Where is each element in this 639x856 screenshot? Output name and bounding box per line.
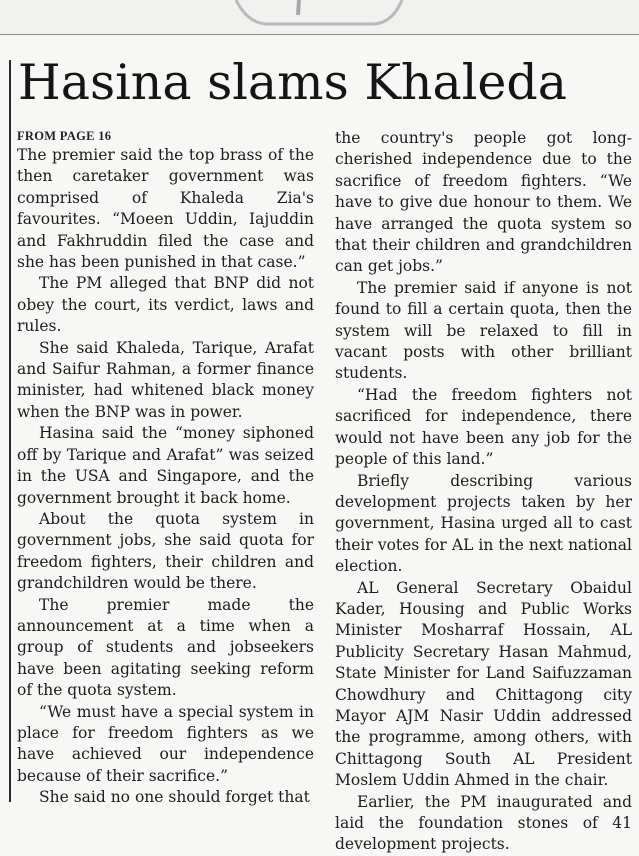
paragraph: Hasina said the “money siphoned off by Tarique and Arafat” was seized in the USA and Singapore, and the government brought it back home. — [17, 424, 314, 507]
column-left — [17, 128, 314, 809]
decorative-arc-graphic — [0, 0, 639, 34]
paragraph: The PM alleged that BNP did not obey the court, its verdict, laws and rules. — [17, 274, 314, 336]
paragraph: About the quota system in government jobs, she said quota for freedom fighters, their children and grandchildren would be there. — [17, 509, 314, 593]
paragraph: “Had the freedom fighters not sacrificed for independence, there would not have been any job for the people of this land.” — [335, 385, 632, 469]
paragraph: She said Khaleda, Tarique, Arafat and Saifur Rahman, a former finance minister, had whitened black money when the BNP was in power. — [17, 338, 314, 421]
paragraph: AL General Secretary Obaidul Kader, Housing and Public Works Minister Mosharraf Hossain, AL Publicity Secretary Hasan Mahmud, State Minister for Land Saifuzzaman Chowdhury and Chittagong city Mayor AJM Nasir Uddin addressed the programme, among others, with Chittagong South AL President Moslem Uddin Ahmed in the chair. — [335, 578, 632, 790]
paragraph: The premier said the top brass of the then caretaker government was comprised of Khaleda Zia's favourites. “Moeen Uddin, Iajuddin and Fakhruddin filed the case and she has been punished in that case.” — [17, 146, 314, 272]
from-page-label: FROM PAGE 16 — [17, 129, 112, 143]
paragraph: Earlier, the PM inaugurated and laid the foundation stones of 41 development projects. — [335, 792, 632, 854]
left-column-rule — [9, 60, 11, 802]
paragraph: She said no one should forget that — [39, 788, 310, 807]
paragraph: “We must have a special system in place for freedom fighters as we have achieved our independence because of their sacrifice.” — [17, 702, 314, 785]
headline: Hasina slams Khaleda — [18, 54, 567, 111]
previous-article-strip — [0, 0, 639, 34]
paragraph: The premier said if anyone is not found to fill a certain quota, then the system will be relaxed to fill in vacant posts with other brilliant students. — [335, 278, 632, 383]
paragraph: Briefly describing various development projects taken by her government, Hasina urged all to cast their votes for AL in the next national election. — [335, 471, 632, 576]
column-right — [335, 128, 632, 856]
paragraph: The premier made the announcement at a time when a group of students and jobseekers have been agitating seeking reform of the quota system. — [17, 595, 314, 700]
top-divider — [0, 34, 639, 35]
paragraph: the country's people got long-cherished independence due to the sacrifice of freedom fighters. “We have to give due honour to them. We have arranged the quota system so that their children and grandchildren can get jobs.” — [335, 129, 632, 276]
